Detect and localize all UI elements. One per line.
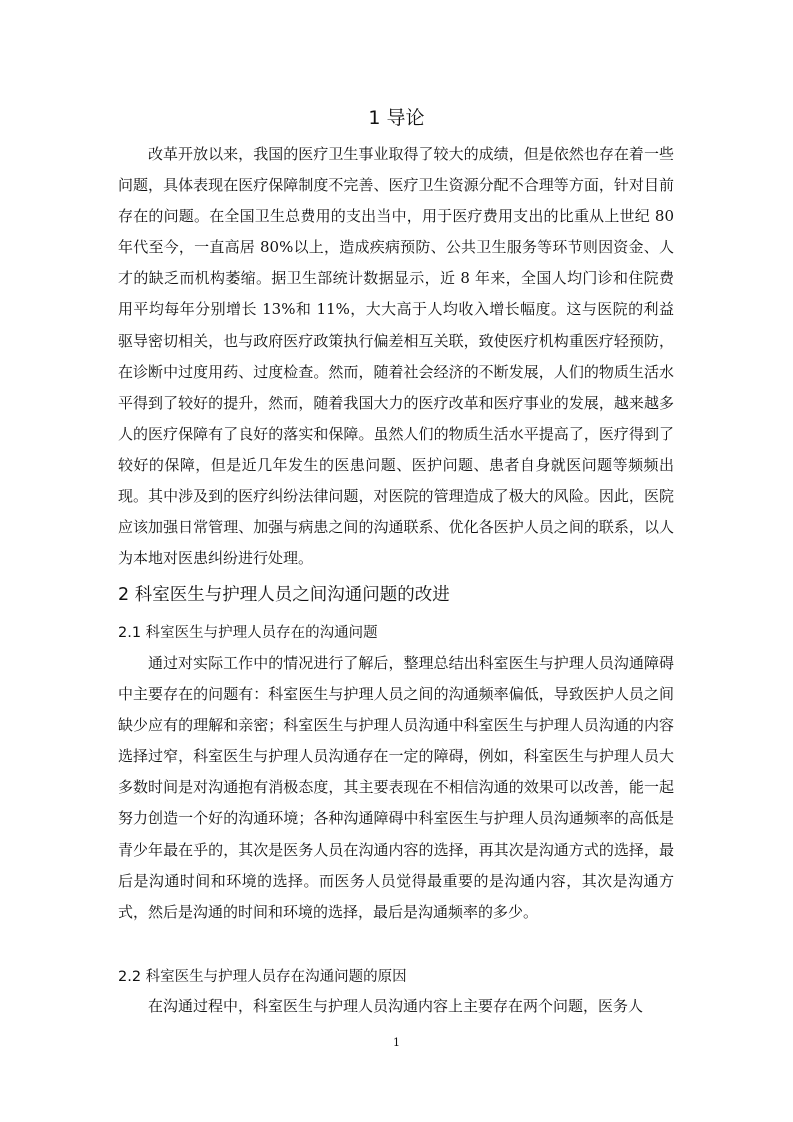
subsection-2-1-title: 2.1 科室医生与护理人员存在的沟通问题	[118, 625, 378, 641]
subsection-2-2-title: 2.2 科室医生与护理人员存在沟通问题的原因	[118, 969, 407, 985]
section-1-title: 1 导论	[368, 107, 425, 129]
subsection-2-1-paragraph: 通过对实际工作中的情况进行了解后，整理总结出科室医生与护理人员沟通障碍中主要存在的问题有：科室医生与护理人员之间的沟通频率偏低，导致医护人员之间缺少应有的理解和亲密；科室医生与护理人员沟通中科室医生与护理人员沟通的内容选择过窄，科室医生与护理人员沟通存在一定的障碍，例如，科室医生与护理人员大多数时间是对沟通抱有消极态度，其主要表现在不相信沟通的效果可以改善，能一起努力创造一个好的沟通环境；各种沟通障碍中科室医生与护理人员沟通频率的高低是青少年最在乎的，其次是医务人员在沟通内容的选择，再其次是沟通方式的选择，最后是沟通时间和环境的选择。而医务人员觉得最重要的是沟通内容，其次是沟通方式，然后是沟通的时间和环境的选择，最后是沟通频率的多少。	[118, 654, 674, 921]
page-number: 1	[393, 1036, 400, 1049]
section-2-title: 2 科室医生与护理人员之间沟通问题的改进	[118, 585, 450, 605]
subsection-2-2-paragraph: 在沟通过程中，科室医生与护理人员沟通内容上主要存在两个问题，医务人	[148, 997, 644, 1015]
section-1-paragraph: 改革开放以来，我国的医疗卫生事业取得了较大的成绩，但是依然也存在着一些问题，具体表现在医疗保障制度不完善、医疗卫生资源分配不合理等方面，针对目前存在的问题。在全国卫生总费用的支出当中，用于医疗费用支出的比重从上世纪 80 年代至今，一直高居 80%以上，造成疾病预防、公共卫生服务等环节则因资金、人才的缺乏而机构萎缩。据卫生部统计数据显示，近 8 年来，全国人均门诊和住院费用平均每年分别增长 13%和 11%，大大高于人均收入增长幅度。这与医院的利益驱导密切相关，也与政府医疗政策执行偏差相互关联，致使医疗机构重医疗轻预防，在诊断中过度用药、过度检查。然而，随着社会经济的不断发展，人们的物质生活水平得到了较好的提升，然而，随着我国大力的医疗改革和医疗事业的发展，越来越多人的医疗保障有了良好的落实和保障。虽然人们的物质生活水平提高了，医疗得到了较好的保障，但是近几年发生的医患问题、医护问题、患者自身就医问题等频频出现。其中涉及到的医疗纠纷法律问题，对医院的管理造成了极大的风险。因此，医院应该加强日常管理、加强与病患之间的沟通联系、优化各医护人员之间的联系，以人为本地对医患纠纷进行处理。	[118, 145, 674, 568]
